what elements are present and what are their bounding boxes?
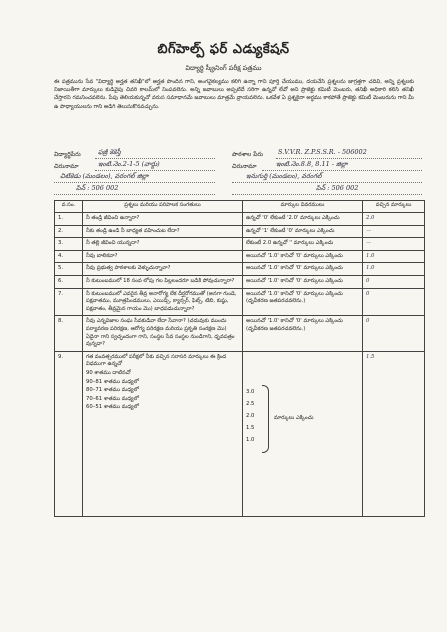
table-row bbox=[55, 351, 425, 516]
school-address-rule-2 bbox=[232, 182, 422, 183]
form-title: బిగ్‌హెల్ప్ ఫర్ ఎడ్యుకేషన్ bbox=[157, 42, 290, 57]
school-address-label: చిరునామా bbox=[232, 163, 257, 170]
percentage-range: 60–51 శాతము మధ్యలో bbox=[86, 404, 139, 411]
row-marking: మార్కులు ఎక్కించు bbox=[274, 414, 314, 421]
row-number: 5. bbox=[55, 263, 83, 276]
row-score[interactable]: 0 bbox=[363, 275, 425, 288]
row-number: 2. bbox=[55, 225, 83, 238]
row-score[interactable]: — bbox=[363, 225, 425, 238]
row-marking: లేకుంటే 2.0 ఉన్నచో '' మార్కులు ఎక్కించు bbox=[243, 238, 363, 251]
percentage-ranges bbox=[86, 370, 239, 412]
school-address-line-1[interactable]: ఇంటి.నెం.8.8, 8.11 - జిల్లా bbox=[276, 160, 348, 168]
row-question: నీవు ఎన్నవిజాల సంఘ సేవకుడివా లేదా సేవానా? (చదువుకు ముందు పర్యావరణ పరిరక్షణ, ఆరోగ్య పరిరక్షణ మరియు ప్రకృతి సంరక్షణ మొ) ఏదైనా గాని స్వచ్ఛందంగా గాని, సంస్థల సేవ సంస్థల నుండిగాని, ధృవపత్రం వున్నదా? bbox=[83, 316, 243, 351]
row-marking: ఉన్నచో '1' లేకుంటే '0' మార్కులు ఎక్కించు bbox=[243, 225, 363, 238]
row-number: 8. bbox=[55, 316, 83, 351]
table-row bbox=[55, 225, 425, 238]
row-question: నీ తండ్రి జీవించి ఉన్నారా? bbox=[83, 213, 243, 226]
row-marking: ఉన్నచో '0' లేకుంటే '2.0' మార్కులు ఎక్కించు bbox=[243, 213, 363, 226]
row-marking: అయినచో '1.0' కానిచో '0' మార్కులు ఎక్కించు (ధృవీకరణ జతపరచవలెను.) bbox=[243, 288, 363, 316]
table-row bbox=[55, 250, 425, 263]
row-score[interactable]: 2.0 bbox=[363, 213, 425, 226]
school-name-label: పాఠశాల పేరు bbox=[232, 151, 264, 158]
row-score[interactable]: — bbox=[363, 238, 425, 251]
school-name-value[interactable]: S.V.V.R. Z.P.S.S.R. - 506002 bbox=[278, 148, 367, 156]
mark-band: 2.5 bbox=[246, 400, 255, 407]
student-address-label: చిరునామా bbox=[54, 163, 79, 170]
screening-table bbox=[54, 200, 425, 517]
school-name-line bbox=[276, 158, 422, 159]
form-subtitle: విద్యార్థి స్క్రీనింగ్ పరీక్ష పత్రము bbox=[185, 64, 262, 72]
student-address-rule-3 bbox=[54, 194, 215, 195]
brace-icon bbox=[262, 385, 269, 453]
column-header-sno: వ.సం. bbox=[55, 201, 83, 213]
school-address-rule-1 bbox=[262, 170, 422, 171]
row-number: 1. bbox=[55, 213, 83, 226]
row-score[interactable]: 1.5 bbox=[363, 351, 425, 516]
row-score[interactable]: 0 bbox=[363, 316, 425, 351]
row-marking: అయినచో '1.0' కానిచో '0' మార్కులు ఎక్కించు bbox=[243, 263, 363, 276]
row-question: నీ కుటుంబములో 18 సంవ లోపు గల పిల్లలందరూ బడికి పోవుచున్నారా? bbox=[83, 275, 243, 288]
row-number: 6. bbox=[55, 275, 83, 288]
row-score[interactable]: 1.0 bbox=[363, 250, 425, 263]
mark-band-list bbox=[246, 389, 262, 449]
percentage-range: 80–71 శాతము మధ్యలో bbox=[86, 387, 139, 394]
table-row bbox=[55, 316, 425, 351]
school-address-line-2[interactable]: ఇనుగుర్తి (మండలం), వరంగల్ bbox=[246, 172, 322, 180]
student-name-line bbox=[95, 158, 215, 159]
student-address-rule-2 bbox=[54, 182, 215, 183]
row-marking: అయినచో '1.0' కానిచో '0' మార్కులు ఎక్కించు bbox=[243, 250, 363, 263]
column-header-question: ప్రశ్నలు మరియు పరిపాలక సంగతులు bbox=[83, 201, 243, 213]
school-address-line-3[interactable]: పిన్ : 506 002 bbox=[316, 184, 359, 192]
row-number: 9. bbox=[55, 351, 83, 516]
row-question-block bbox=[83, 351, 243, 516]
instructions-paragraph: ఈ పత్రమును సేవ "విద్యార్థి అర్హత తనిఖీ"లో అర్హత పొందిన గాని, అంగవైకల్యము కలిగి ఉన్నా గాని పూర్తి చేయుము, దయచేసి ప్రశ్నలను జాగ్రత్తగా చదివి, అన్ని ప్రశ్నలకు నిజాయితీగా మార్కులు కుడివైపు చివరి కాలమ్‌లో నింపవలెను. అన్ని జవాబులు అప్పటిదే సరిగా ఉన్నవో లేవో అని ప్రాజెక్టు కమిటీ మెంబరు, తనిఖీ అధికారి కలిసి తనిఖీ చేస్తారని గమనించవలెను. పేపు తెలియకున్నచో వరుస సమాధానమే జవాబులు మాత్రమే వ్రాయవలెను. ఒకవేళ ఏ ప్రశ్నకైనా అర్థము కాకపోతే ప్రాజెక్టు కమిటీ మెంబరును గాని మీ ఉ పాధ్యాయులను గాని అడిగి తెలుసుకొనవచ్చును. bbox=[54, 79, 414, 110]
row-number: 3. bbox=[55, 238, 83, 251]
row-marking: అయినచో '1.0' కానిచో '0' మార్కులు ఎక్కించు bbox=[243, 275, 363, 288]
percentage-range: 90 శాతము దాటినచో bbox=[86, 369, 131, 376]
column-header-score: వచ్చిన మార్కులు bbox=[363, 201, 425, 213]
row-question: నీకు తండ్రి ఉండి నీ బాధ్యత వహించుట లేదా? bbox=[83, 225, 243, 238]
table-row bbox=[55, 213, 425, 226]
mark-band: 1.5 bbox=[246, 424, 255, 431]
table-row bbox=[55, 263, 425, 276]
school-address-rule-3 bbox=[232, 194, 422, 195]
row-question: నీ తల్లి జీవించి యున్నదా? bbox=[83, 238, 243, 251]
row-marking-block bbox=[243, 351, 363, 516]
table-row bbox=[55, 238, 425, 251]
row-marking: అయినచో '1.0' కానిచో '0' మార్కులు ఎక్కించు (ధృవీకరణ జతపరచవలెను.) bbox=[243, 316, 363, 351]
student-address-line-2[interactable]: చిటికెడు (మండలం), వరంగల్ జిల్లా bbox=[60, 172, 149, 180]
row-number: 4. bbox=[55, 250, 83, 263]
row-number: 7. bbox=[55, 288, 83, 316]
student-name-label: విద్యార్థిపేరు bbox=[54, 151, 81, 158]
student-address-line-3[interactable]: పిన్ : 506 002 bbox=[76, 184, 119, 192]
student-name-value[interactable]: ఫజ్రీ కెకెస్తీ bbox=[98, 148, 121, 156]
row-score[interactable]: 1.0 bbox=[363, 263, 425, 276]
mark-band: 1.0 bbox=[246, 436, 255, 443]
percentage-range: 90–81 శాతము మధ్యలో bbox=[86, 378, 139, 385]
table-header-row bbox=[55, 201, 425, 213]
table-row bbox=[55, 275, 425, 288]
student-address-rule-1 bbox=[95, 170, 215, 171]
row-score[interactable]: 0 bbox=[363, 288, 425, 316]
row-question: నీవు బాలికవా? bbox=[83, 250, 243, 263]
mark-band: 2.0 bbox=[246, 412, 255, 419]
student-address-line-1[interactable]: ఇంటి.నెం.2-1-5 (వార్డు) bbox=[98, 160, 160, 168]
percentage-range: 70–61 శాతము మధ్యలో bbox=[86, 395, 139, 402]
row-question: నీ కుటుంబములో ఎవరైన తీవ్ర అనారోగ్య లేక దీర్ఘరోగముతో (అనగా గుండె, పక్షవాతము, మూత్రపిండములు, ఎయిడ్స్, క్యాన్సర్, ఫిట్స్, టిబి, కుష్ఠు, పక్షవాతం, తీవ్రమైన గాయం మొ) బాధపడుచున్నారా? bbox=[83, 288, 243, 316]
table-row bbox=[55, 288, 425, 316]
mark-band: 3.0 bbox=[246, 388, 255, 395]
row-question: గత వంవత్సరములో పరీక్షలో నీకు వచ్చిన సరాసరి మార్కులు ఈ క్రింద విధముగా ఉన్నచో bbox=[86, 353, 227, 368]
mark-bands bbox=[246, 374, 359, 464]
column-header-marking: మార్కుల వివరములు bbox=[243, 201, 363, 213]
row-question: నీవు ప్రభుత్వ పాఠశాలకు వెళ్ళుచున్నావా? bbox=[83, 263, 243, 276]
